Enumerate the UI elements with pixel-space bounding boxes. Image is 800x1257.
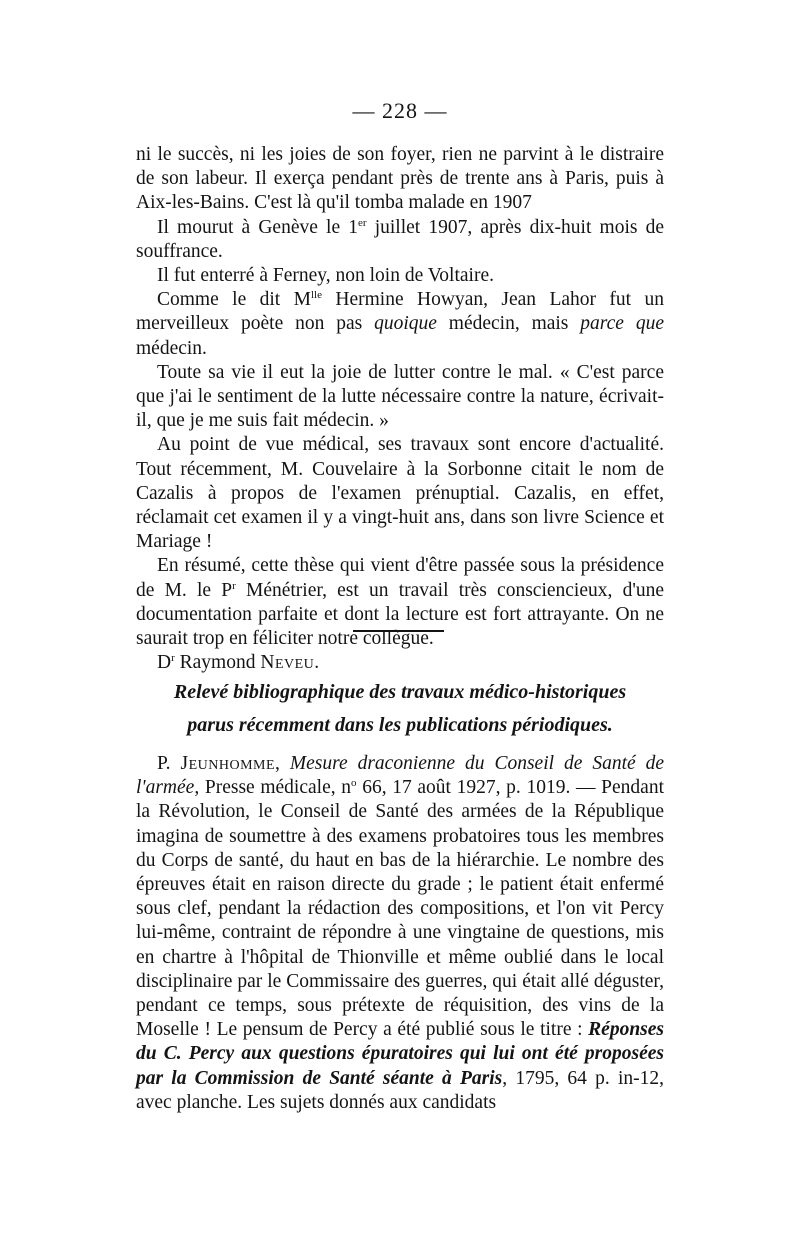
heading-line: parus récemment dans les publications périodiques. xyxy=(187,714,613,736)
text-run: médecin. xyxy=(136,337,207,359)
text-run: Il mourut à Genève le 1 xyxy=(157,216,358,238)
superscript: lle xyxy=(310,289,322,302)
paragraph xyxy=(136,554,664,651)
text-run: Comme le dit M xyxy=(157,289,311,311)
paragraph: Au point de vue médical, ses travaux sont encore d'actualité. Tout récemment, M. Couvelaire à la Sorbonne citait le nom de Cazalis à propos de l'examen prénuptial. Cazalis, en effet, réclamait cet examen il y a vingt-huit ans, dans son livre Science et Mariage ! xyxy=(136,434,664,553)
text-run: , xyxy=(275,753,290,774)
text-run: 66, 17 août 1927, p. 1019. — Pendant la Révolution, le Conseil de Santé des armées de la République imagina de soumettre à des examens probatoires tous les membres du Corps de santé, du haut en bas de la hiérarchie. Le nombre des épreuves était en raison directe du grade ; le patient était enfermé sous clef, pendant la rédaction des compositions, et l'on vit Percy lui-même, contraint de répondre à une vingtaine de questions, mis en chartre à l'hôpital de Thionville et même oublié dans le local disciplinaire par le Commissaire des guerres, qui était allé déguster, pendant ce temps, sous prétexte de réquisition, des vins de la Moselle ! Le pensum de Percy a été publié sous le titre : xyxy=(136,777,664,1041)
text-run: , 1795, 64 p. in-12, avec planche. Les sujets donnés aux candidats xyxy=(136,1067,664,1113)
paragraph: ni le succès, ni les joies de son foyer, rien ne parvint à le distraire de son labeur. Il exerça pendant près de trente ans à Paris, puis à Aix-les-Bains. C'est là qu'il tomba malade en 1907 xyxy=(136,144,664,214)
paragraph: Il fut enterré à Ferney, non loin de Voltaire. xyxy=(157,265,494,287)
section-divider xyxy=(353,630,444,632)
page-number: — 228 — xyxy=(352,98,448,123)
text-run: médecin, mais xyxy=(436,313,581,335)
author-surname: Neveu. xyxy=(260,652,320,674)
superscript: o xyxy=(351,777,357,790)
section-heading xyxy=(100,676,700,742)
entry-author: Jeunhomme xyxy=(180,753,276,774)
text-run: P. xyxy=(157,753,181,774)
heading-line: Relevé bibliographique des travaux médico-historiques xyxy=(173,681,627,703)
text-run: juillet 1907, après dix-huit mois de souffrance. xyxy=(136,216,665,262)
publication-title: Réponses du C. Percy aux questions épuratoires qui lui ont été proposées par la Commission de Santé séante à Paris xyxy=(136,1019,664,1089)
superscript: r xyxy=(232,579,236,592)
superscript: er xyxy=(358,216,367,229)
text-run: En résumé, cette thèse qui vient d'être passée sous la présidence de M. le P xyxy=(136,555,664,601)
text-run: Ménétrier, est un travail très consciencieux, d'une documentation parfaite et dont la lecture est fort attrayante. On ne saurait trop en féliciter notre collègue. xyxy=(136,579,664,650)
entry-title: Mesure draconienne du Conseil de Santé de l'armée xyxy=(136,753,665,799)
paragraph xyxy=(136,216,664,264)
italic-text: quoique xyxy=(374,313,437,335)
article-conclusion xyxy=(136,143,664,675)
text-run: Raymond xyxy=(174,652,261,674)
paragraph xyxy=(136,288,664,361)
bibliography-entry xyxy=(136,752,664,1115)
signature xyxy=(136,651,664,675)
italic-text: parce que xyxy=(580,313,664,335)
superscript: r xyxy=(171,652,175,665)
text-run: , Presse médicale, n xyxy=(194,777,352,799)
paragraph: Toute sa vie il eut la joie de lutter contre le mal. « C'est parce que j'ai le sentiment de la lutte nécessaire contre la nature, écrivait-il, que je me suis fait médecin. » xyxy=(136,361,664,432)
text-run: Hermine Howyan, Jean Lahor fut un merveilleux poète non pas xyxy=(136,289,664,335)
text-run: D xyxy=(157,652,172,674)
paragraph xyxy=(136,752,664,1115)
